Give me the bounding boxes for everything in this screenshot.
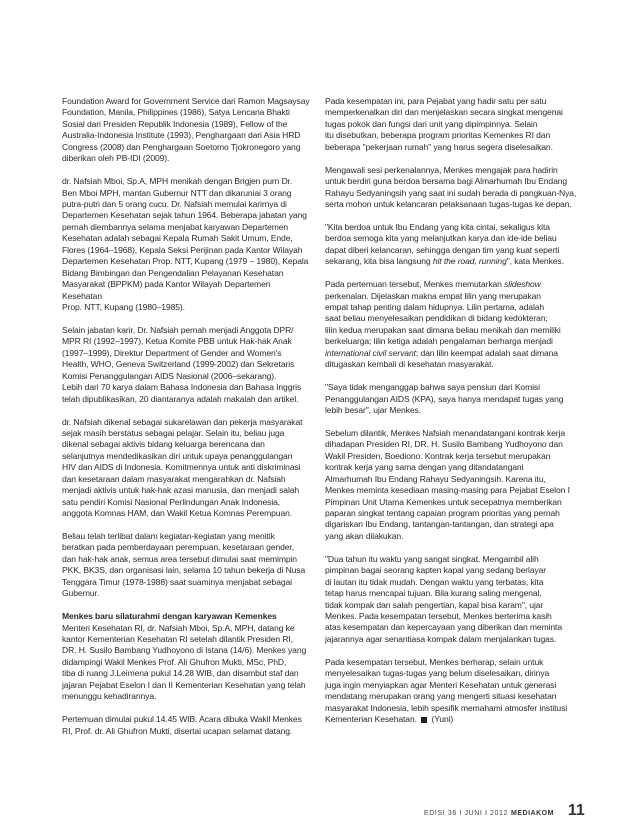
text: ; dan lilin keempat adalah saat dimana ditugaskan kembali di kesehatan masyarakat. (325, 347, 558, 370)
paragraph: dr. Nafsiah dikenal sebagai sukarelawan dan pekerja masyarakat sejak masih berstatus sebagai pelajar. Selain itu, beliau juga dikenal sebagai aktivis bidang keluarga berencana dan selanjutnya mendedikasikan diri untuk upaya penanggulangan HIV dan AIDS di Indonesia. Komitmennya untuk anti diskriminasi dan kesetaraan dalam masyarakat mengarahkan dr. Nafsiah menjadi aktivis untuk hak-hak azasi manusia, dan menjadi salah satu pendiri Komisi Nasional Perlindungan Anak Indonesia, anggota Komnas HAM, dan Wakil Ketua Komnas Perempuan. (62, 416, 303, 519)
page-footer (424, 802, 585, 820)
text: Pada pertemuan tersebut, Menkes memutarkan (325, 279, 505, 290)
right-column (325, 96, 577, 737)
paragraph: Selain jabatan karir, Dr. Nafsiah pernah menjadi Anggota DPR/ MPR RI (1992–1997), Ketua Komite PBB untuk Hak-hak Anak (1997–1999), Direktur Department of Gender and Women's Health, WHO, Geneva Switzerland (1999-2002) dan Sekretaris Komisi Penanggulangan AIDS Nasional (2006–sekarang). Lebih dari 70 karya dalam Bahasa Indonesia dan Bahasa Inggris telah dipublikasikan, 20 diantaranya adalah makalah dan artikel. (62, 324, 302, 404)
text: ", kata Menkes. (506, 256, 564, 267)
paragraph: Foundation Award for Government Service dari Ramon Magsaysay Foundation, Manila, Philippines (1986), Satya Lencana Bhakti Sosial dari Presiden Republik Indonesia (1989), Fellow of the Australia-Indonesia Institute (1993), Penghargaan dari Asia HRD Congress (2008) dan Penghargaan Soetomo Tjokronegoro yang diberikan oleh PB-IDI (2009). (62, 96, 310, 164)
page-number: 11 (567, 802, 585, 819)
magazine-brand: MEDIAKOM (511, 810, 554, 817)
paragraph: Pertemuan dimulai pukul 14.45 WIB. Acara dibuka Wakil Menkes RI, Prof. dr. Ali Ghufron Mukti, disertai ucapan selamat datang. (62, 714, 302, 736)
paragraph: Pada kesempatan ini, para Pejabat yang hadir satu per satu memperkenalkan diri dan menjelaskan secara singkat mengenai tugas pokok dan fungsi dari unit yang dipimpinnya. Selain itu disebutkan, beberapa program prioritas Kemenkes RI dan beberapa "pekerjaan rumah" yang harus segera diselesaikan. (325, 96, 563, 152)
paragraph: Mengawali sesi perkenalannya, Menkes mengajak para hadirin untuk berdiri guna berdoa bersama bagi Almarhumah Ibu Endang Rahayu Sedyaningsih yang saat ini sudah berada di pangkuan-Nya, serta mohon untuk kelancaran pelaksanaan tugas-tugas ke depan. (325, 164, 577, 210)
left-column (62, 96, 312, 748)
paragraph: dr. Nafsiah Mboi, Sp.A, MPH menikah dengan Brigjen purn Dr. Ben Mboi MPH, mantan Gubernur NTT dan dikaruniai 3 orang putra-putri dan 5 orang cucu. Dr. Nafsiah memulai karirnya di Departemen Kesehatan sejak tahun 1964. Beberapa jabatan yang pernah diembannya selama menjabat karyawan Departemen Kesehatan adalah sebagai Kepala Rumah Sakit Umum, Ende, Flores (1964–1968), Kepala Seksi Perijinan pada Kantor Wilayah Departemen Kesehatan Prop. NTT, Kupang (1979 – 1980), Kepala Bidang Bimbingan dan Pengendalian Pelayanan Kesehatan Masyarakat (BPPKM) pada Kantor Wilayah Departemen Kesehatan Prop. NTT, Kupang (1980–1985). (62, 176, 309, 313)
paragraph: Menteri Kesehatan RI, dr. Nafsiah Mboi, Sp.A, MPH, datang ke kantor Kementerian Kesehatan RI setelah dilantik Presiden RI, DR. H. Susilo Bambang Yudhoyono di Istana (14/6). Menkes yang didampingi Wakil Menkes Prof. Ali Ghufron Mukti, MSc, PhD, tiba di ruang J.Leimena pukul 14.28 WIB, dan disambut staf dan jajaran Pejabat Eselon I dan II Kementerian Kesehatan yang telah menunggu kehadirannya. (62, 622, 307, 702)
text: "Kita berdoa untuk Ibu Endang yang kita cintai, sekaligus kita berdoa semoga kita yang melanjutkan karya dan ide-ide beliau dapat diberi kelancaran, sehingga dengan tim yang kuat seperti sekarang, kita bisa langsung (325, 221, 560, 267)
italic-phrase: slideshow (504, 279, 541, 290)
author-credit: (Yuni) (431, 714, 454, 725)
italic-phrase: hit the road, running (432, 256, 507, 267)
text: Pada kesempatan tersebut, Menkes berharap, selain untuk menyelesaikan tugas-tugas yang belum diselesaikan, dirinya juga ingin menyiapkan agar Menteri Kesehatan untuk generasi mendatang merupakan orang yang mengerti situasi kesehatan masyarakat Indonesia, lebih spesifik memahami atmosfer institusi Kementerian Kesehatan. (325, 656, 568, 725)
paragraph: Beliau telah terlibat dalam kegiatan-kegiatan yang menitik beratkan pada pemberdayaan perempuan, kesetaraan gender, dan hak-hak anak, semua area tersebut dimulai saat memimpin PKK, BK3S, dan organisasi lain, selama 10 tahun bekerja di Nusa Tenggara Timur (1978-1988) saat suaminya menjabat sebagai Gubernur. (62, 530, 306, 599)
edition-label: EDISI 36 I JUNI I 2012 (424, 810, 509, 817)
paragraph-quote (325, 222, 577, 268)
paragraph: "Dua tahun itu waktu yang sangat singkat. Mengambil alih pimpinan bagai seorang kapten kapal yang sedang berlayar di lautan itu tidak mudah. Dengan waktu yang terbatas, kita tetap harus mencapai tujuan. Bila kurang saling mengenal, tidak kompak dan salah pengertian, kapal bisa karam", ujar Menkes. Pada kesempatan tersebut, Menkes berterima kasih atas kesempatan dan kepercayaan yang diberikan dan meminta jajarannya agar senantiasa kompak dalam menjalankan tugas. (325, 553, 562, 644)
paragraph: "Saya tidak menganggap bahwa saya pensiun dari Komisi Penanggulangan AIDS (KPA), saya hanya mendapat tugas yang lebih besar", ujar Menkes. (325, 382, 564, 415)
paragraph: Sebelum dilantik, Menkes Nafsiah menandatangani kontrak kerja dihadapan Presiden RI, DR. H. Susilo Bambang Yudhoyono dan Wakil Presiden, Boediono. Kontrak kerja tersebut merupakan kontrak kerja yang sama dengan yang ditandatangani Almarhumah Ibu Endang Rahayu Sedyaningsih. Karena itu, Menkes meminta kesediaan masing-masing para Pejabat Eselon I Pimpinan Unit Utama Kemenkes untuk secepatnya memberikan paparan singkat tentang capaian program prioritas yang pernah digariskan Ibu Endang, tantangan-tantangan, dan strategi apa yang akan dilakukan. (325, 427, 570, 541)
paragraph (325, 279, 577, 371)
text: perkenalan. Dijelaskan makna empat lilin yang merupakan empat tahap penting dalam hidupnya. Lilin pertama, adalah saat beliau menyelesaikan pendidikan di bidang kedokteran; lilin kedua merupakan saat dimana beliau menikah dan memiliki berkeluarga; lilin ketiga adalah pengalaman berharga menjadi (325, 290, 561, 347)
italic-phrase: international civil servant (325, 347, 416, 358)
section-heading: Menkes baru silaturahmi dengan karyawan Kemenkes (62, 611, 277, 622)
end-square-icon (421, 717, 427, 723)
paragraph (325, 657, 577, 726)
